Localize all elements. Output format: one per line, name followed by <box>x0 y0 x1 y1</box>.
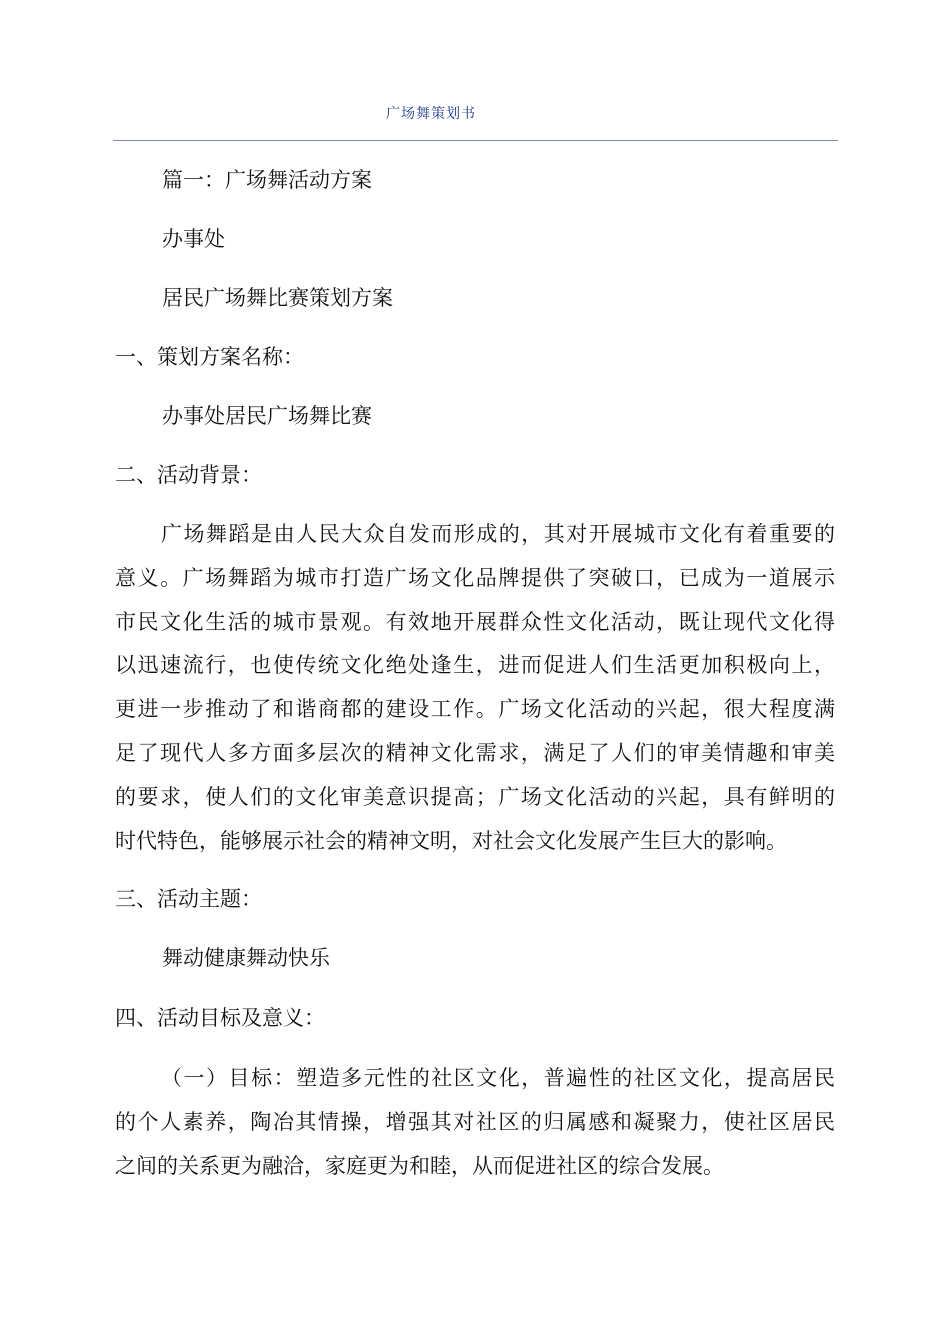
section-3-heading: 三、活动主题： <box>115 887 262 911</box>
paragraph-line: 市民文化生活的城市景观。有效地开展群众性文化活动，既让现代文化得 <box>115 609 835 634</box>
paragraph-line: 之间的关系更为融洽，家庭更为和睦，从而促进社区的综合发展。 <box>115 1153 724 1178</box>
paragraph-line: 的个人素养，陶冶其情操，增强其对社区的归属感和凝聚力，使社区居民 <box>115 1109 835 1134</box>
paragraph-line: （一）目标：塑造多元性的社区文化，普遍性的社区文化，提高居民 <box>161 1066 835 1090</box>
paragraph-line: 足了现代人多方面多层次的精神文化需求，满足了人们的审美情趣和审美 <box>115 740 835 765</box>
paragraph-line: 更进一步推动了和谐商都的建设工作。广场文化活动的兴起，很大程度满 <box>115 697 835 722</box>
section-4-paragraph <box>115 1064 835 1195</box>
header-divider <box>113 140 838 141</box>
paragraph-line: 的要求，使人们的文化审美意识提高；广场文化活动的兴起，具有鲜明的 <box>115 784 835 809</box>
heading-plan-title: 居民广场舞比赛策划方案 <box>162 286 393 310</box>
paragraph-line: 广场舞蹈是由人民大众自发而形成的，其对开展城市文化有着重要的 <box>161 522 835 546</box>
heading-office: 办事处 <box>162 227 225 251</box>
paragraph-line: 以迅速流行，也使传统文化绝处逢生，进而促进人们生活更加积极向上， <box>115 653 835 678</box>
paragraph-line: 意义。广场舞蹈为城市打造广场文化品牌提供了突破口，已成为一道展示 <box>115 565 835 590</box>
section-2-paragraph <box>115 520 835 870</box>
section-3-content: 舞动健康舞动快乐 <box>162 946 330 970</box>
section-1-heading: 一、策划方案名称： <box>115 345 304 369</box>
running-header-title: 广场舞策划书 <box>386 106 476 122</box>
section-1-content: 办事处居民广场舞比赛 <box>162 404 372 428</box>
section-2-heading: 二、活动背景： <box>115 463 262 487</box>
paragraph-line: 时代特色，能够展示社会的精神文明，对社会文化发展产生巨大的影响。 <box>115 828 787 853</box>
heading-chapter: 篇一：广场舞活动方案 <box>162 168 372 192</box>
section-4-heading: 四、活动目标及意义： <box>115 1006 325 1030</box>
